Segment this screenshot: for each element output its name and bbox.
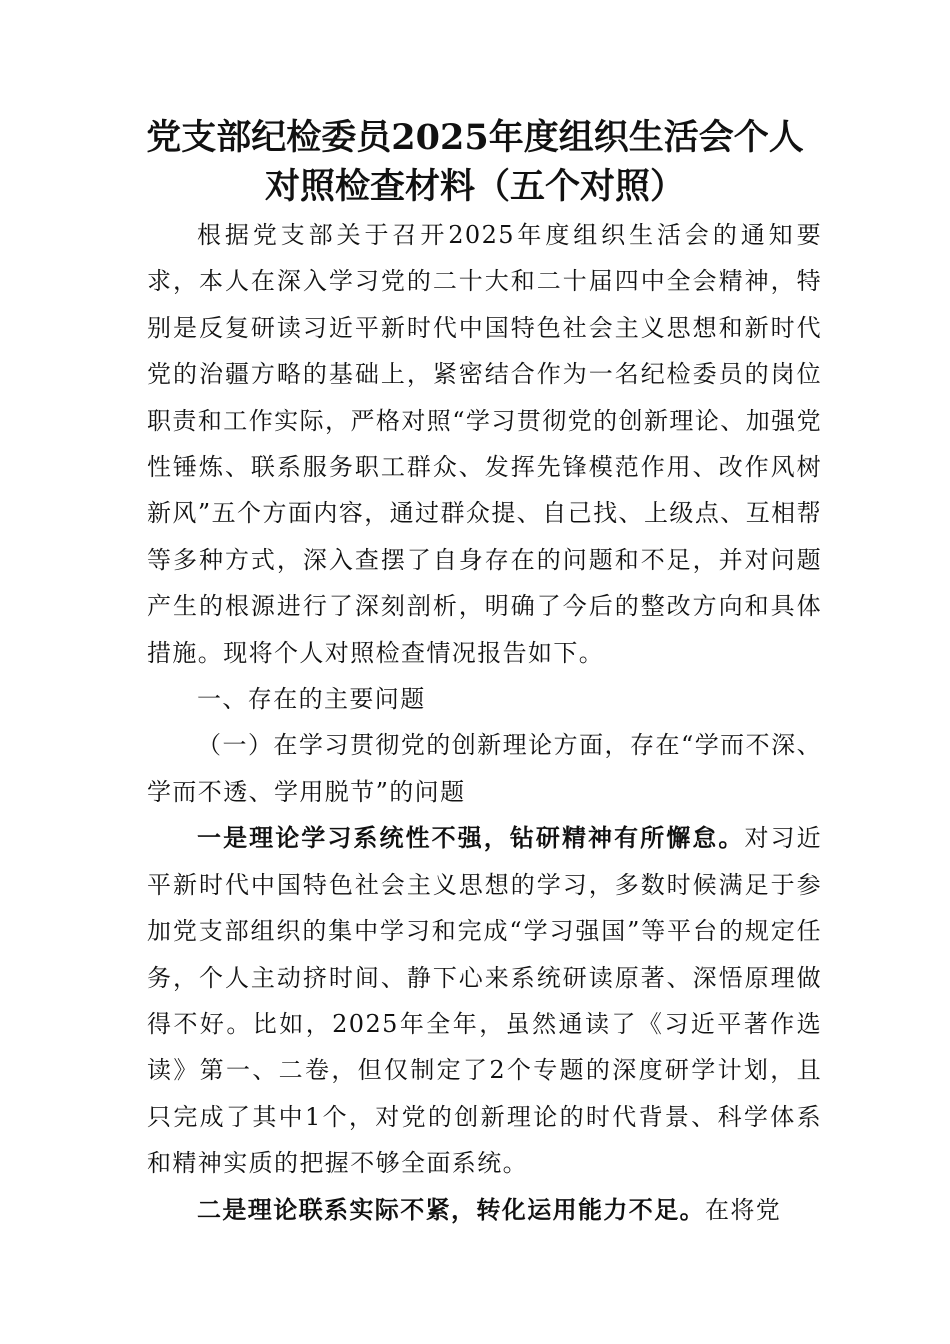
document-body — [147, 212, 822, 1233]
point-1-text: 对习近平新时代中国特色社会主义思想的学习，多数时候满足于参加党支部组织的集中学习和完成“学习强国”等平台的规定任务，个人主动挤时间、静下心来系统研读原著、深悟原理做得不好。比如，2025年全年，虽然通读了《习近平著作选读》第一、二卷，但仅制定了2个专题的深度研学计划，且只完成了其中1个，对党的创新理论的时代背景、科学体系和精神实质的把握不够全面系统。 — [147, 824, 822, 1178]
section-heading-problems: 一、存在的主要问题 — [197, 685, 426, 714]
point-2-text: 在将党 — [705, 1195, 782, 1224]
point-1-paragraph — [147, 815, 822, 1186]
document-title-line-1: 党支部纪检委员2025年度组织生活会个人 — [146, 117, 804, 158]
intro-paragraph: 根据党支部关于召开2025年度组织生活会的通知要求，本人在深入学习党的二十大和二十届四中全会精神，特别是反复研读习近平新时代中国特色社会主义思想和新时代党的治疆方略的基础上，紧密结合作为一名纪检委员的岗位职责和工作实际，严格对照“学习贯彻党的创新理论、加强党性锤炼、联系服务职工群众、发挥先锋模范作用、改作风树新风”五个方面内容，通过群众提、自己找、上级点、互相帮等多种方式，深入查摆了自身存在的问题和不足，并对问题产生的根源进行了深刻剖析，明确了今后的整改方向和具体措施。现将个人对照检查情况报告如下。 — [147, 221, 822, 667]
subsection-heading-theory: （一）在学习贯彻党的创新理论方面，存在“学而不深、学而不透、学用脱节”的问题 — [147, 731, 822, 806]
point-2-lead: 二是理论联系实际不紧，转化运用能力不足。 — [197, 1194, 705, 1224]
point-2-paragraph — [147, 1187, 822, 1233]
point-1-lead: 一是理论学习系统性不强，钻研精神有所懈怠。 — [197, 823, 745, 853]
document-title-line-2: 对照检查材料（五个对照） — [264, 166, 685, 207]
